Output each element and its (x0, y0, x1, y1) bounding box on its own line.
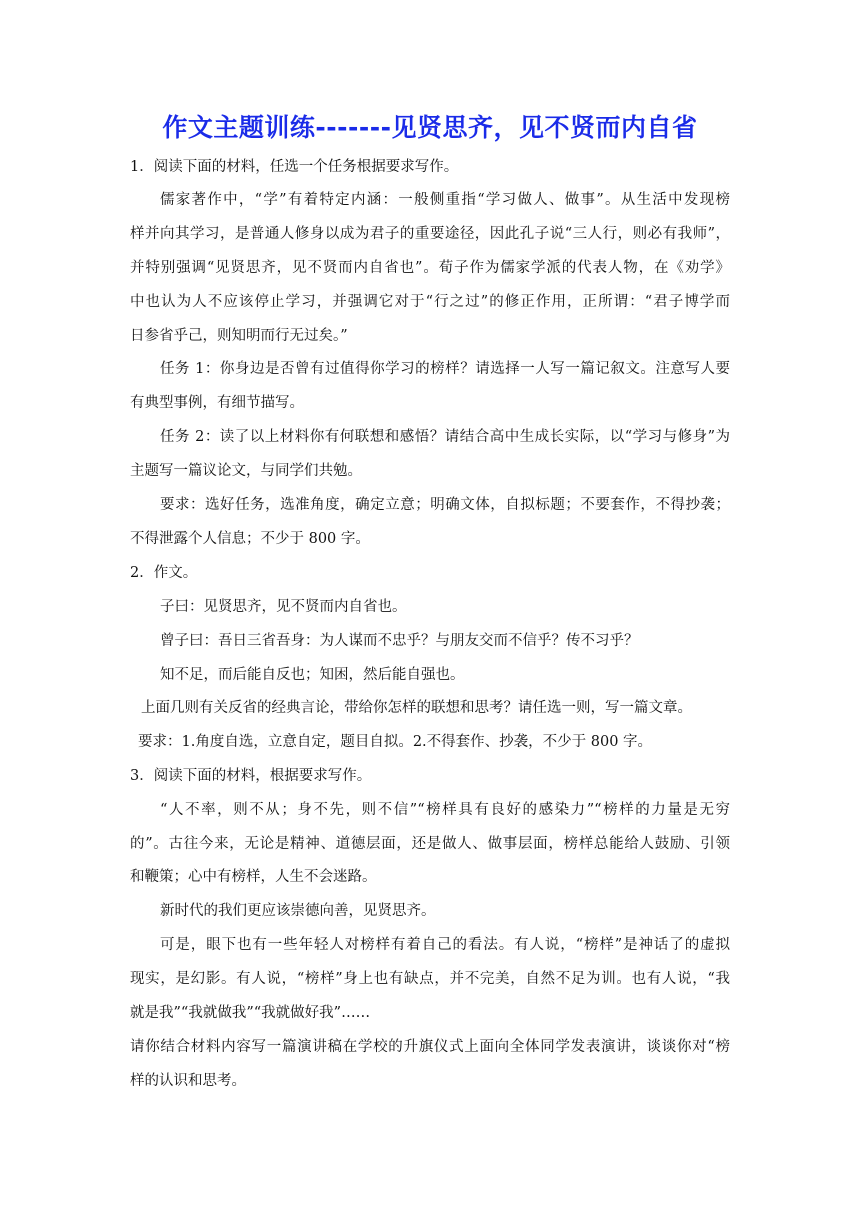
q3-prompt-line: 请你结合材料内容写一篇演讲稿在学校的升旗仪式上面向全体同学发表演讲，谈谈你对“榜 (130, 1039, 730, 1055)
q3-para1-line: 和鞭策；心中有榜样，人生不会迷路。 (130, 869, 377, 885)
q3-para3-line: 就是我”“我就做我”“我就做好我”…… (130, 1005, 371, 1021)
q1-material-line: 儒家著作中，“学”有着特定内涵：一般侧重指“学习做人、做事”。从生活中发现榜 (160, 192, 730, 208)
q1-task2-line: 主题写一篇议论文，与同学们共勉。 (130, 463, 362, 479)
q2-prompt: 上面几则有关反省的经典言论，带给你怎样的联想和思考？请任选一则，写一篇文章。 (141, 700, 692, 716)
q1-material-line: 样并向其学习，是普通人修身以成为君子的重要途径，因此孔子说“三人行，则必有我师”， (130, 226, 730, 242)
q2-heading: 2．作文。 (130, 565, 198, 581)
q1-requirement-line: 要求：选好任务，选准角度，确定立意；明确文体，自拟标题；不要套作，不得抄袭； (160, 497, 730, 513)
q2-quote: 知不足，而后能自反也；知困，然后能自强也。 (160, 667, 465, 683)
q1-material-line: 中也认为人不应该停止学习，并强调它对于“行之过”的修正作用，正所谓：“君子博学而 (130, 294, 730, 310)
q2-requirement: 要求：1.角度自选，立意自定，题目自拟。2.不得套作、抄袭，不少于 800 字。 (138, 734, 653, 750)
q1-requirement-line: 不得泄露个人信息；不少于 800 字。 (130, 531, 370, 547)
page-title: 作文主题训练-------见贤思齐，见不贤而内自省 (162, 113, 698, 142)
q3-prompt-line: 样的认识和思考。 (130, 1073, 246, 1089)
q3-para1-line: “人不率，则不从；身不先，则不信”“榜样具有良好的感染力”“榜样的力量是无穷 (160, 802, 730, 818)
q1-task1-line: 任务 1：你身边是否曾有过值得你学习的榜样？请选择一人写一篇记叙文。注意写人要 (160, 361, 730, 377)
q1-material-line: 日参省乎己，则知明而行无过矣。” (130, 328, 348, 344)
q3-para2: 新时代的我们更应该崇德向善，见贤思齐。 (160, 903, 436, 919)
q1-task1-line: 有典型事例，有细节描写。 (130, 395, 304, 411)
q2-quote: 曾子曰：吾日三省吾身：为人谋而不忠乎？与朋友交而不信乎？传不习乎？ (160, 633, 639, 649)
q2-quote: 子曰：见贤思齐，见不贤而内自省也。 (160, 599, 407, 615)
q3-heading: 3．阅读下面的材料，根据要求写作。 (130, 768, 372, 784)
q3-para3-line: 现实，是幻影。有人说，“榜样”身上也有缺点，并不完美，自然不足为训。也有人说，“我 (130, 971, 730, 987)
q3-para1-line: 的”。古往今来，无论是精神、道德层面，还是做人、做事层面，榜样总能给人鼓励、引领 (130, 836, 730, 852)
q1-heading: 1．阅读下面的材料，任选一个任务根据要求写作。 (130, 159, 459, 175)
q1-task2-line: 任务 2：读了以上材料你有何联想和感悟？请结合高中生成长实际，以“学习与修身”为 (160, 429, 730, 445)
q3-para3-line: 可是，眼下也有一些年轻人对榜样有着自己的看法。有人说，“榜样”是神话了的虚拟 (160, 937, 730, 953)
q1-material-line: 并特别强调“见贤思齐，见不贤而内自省也”。荀子作为儒家学派的代表人物，在《劝学》 (130, 260, 730, 276)
